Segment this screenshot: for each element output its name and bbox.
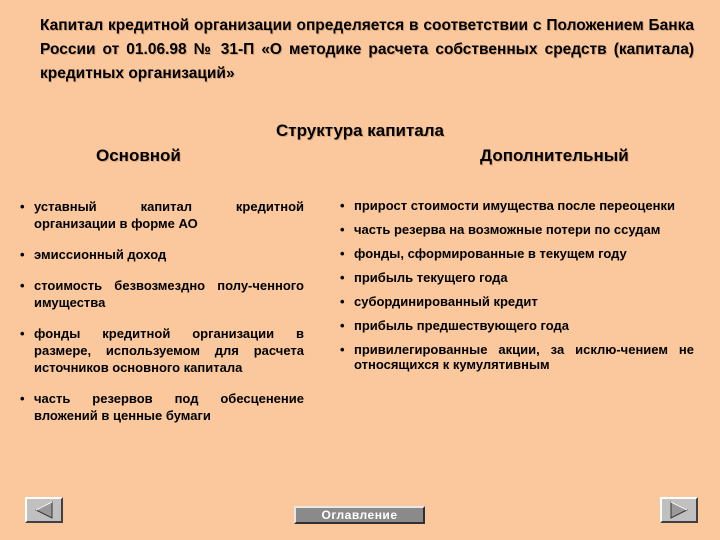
list-item: • прирост стоимости имущества после переоценки <box>340 198 694 213</box>
list-item: • субординированный кредит <box>340 294 694 309</box>
additional-capital-list <box>340 198 694 381</box>
main-capital-heading: Основной <box>96 146 181 165</box>
prev-slide-button[interactable] <box>25 497 63 523</box>
triangle-right-icon <box>662 499 696 521</box>
list-item: • фонды, сформированные в текущем году <box>340 246 694 261</box>
additional-capital-heading: Дополнительный <box>480 146 629 165</box>
list-item: • уставный капитал кредитной организации в форме АО <box>20 198 304 232</box>
list-item: • прибыль текущего года <box>340 270 694 285</box>
next-slide-button[interactable] <box>660 497 698 523</box>
list-item: • прибыль предшествующего года <box>340 318 694 333</box>
list-item: • часть резерва на возможные потери по ссудам <box>340 222 694 237</box>
structure-title: Структура капитала <box>276 121 444 140</box>
triangle-left-icon <box>27 499 61 521</box>
list-item: • привилегированные акции, за исклю-чением не относящихся к кумулятивным <box>340 342 694 372</box>
intro-text: Капитал кредитной организации определяется в соответствии с Положением Банка России от 01.06.98 № 31-П «О методике расчета собственных средств (капитала) кредитных организаций» <box>40 17 694 82</box>
list-item: • фонды кредитной организации в размере, используемом для расчета источников основного капитала <box>20 325 304 376</box>
list-item: • часть резервов под обесценение вложений в ценные бумаги <box>20 390 304 424</box>
list-item: • стоимость безвозмездно полу-ченного имущества <box>20 277 304 311</box>
list-item: • эмиссионный доход <box>20 246 304 263</box>
table-of-contents-button[interactable]: Оглавление <box>294 506 425 524</box>
main-capital-list <box>20 198 304 438</box>
